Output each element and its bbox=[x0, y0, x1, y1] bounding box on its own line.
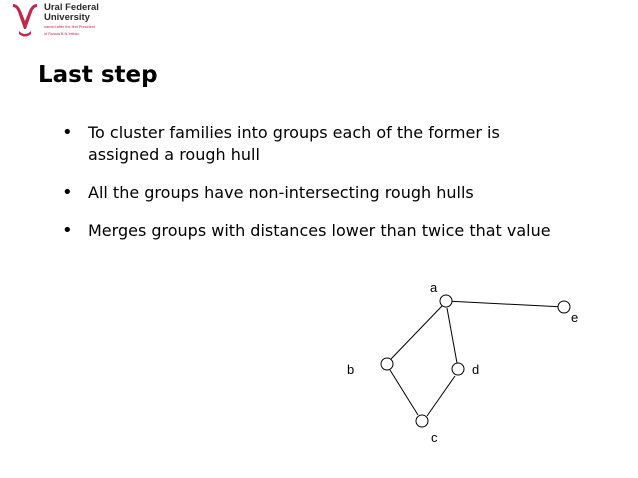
edge-a-b bbox=[391, 306, 442, 359]
logo-subtitle-line2: of Russia B.N.Yeltsin bbox=[44, 31, 80, 36]
node-label-e: e bbox=[571, 310, 579, 325]
graph-node-d bbox=[452, 363, 464, 375]
node-label-d: d bbox=[472, 362, 480, 377]
graph-node-e bbox=[558, 301, 570, 313]
logo-subtitle-line1: named after the first President bbox=[44, 25, 95, 29]
graph-node-b bbox=[381, 358, 393, 370]
bullet-list bbox=[62, 122, 562, 258]
edge-b-c bbox=[390, 370, 418, 415]
node-label-c: c bbox=[431, 430, 438, 445]
bullet-item: • All the groups have non-intersecting rough hulls bbox=[62, 182, 562, 204]
logo-text bbox=[44, 3, 124, 36]
node-label-a: a bbox=[430, 280, 438, 295]
slide-title: Last step bbox=[38, 62, 158, 88]
edge-a-e bbox=[446, 301, 564, 307]
graph-diagram bbox=[330, 270, 610, 455]
logo-name-line1: Ural Federal bbox=[44, 2, 99, 13]
university-logo bbox=[10, 2, 120, 38]
node-label-b: b bbox=[347, 362, 355, 377]
graph-node-a bbox=[440, 295, 452, 307]
edge-a-d bbox=[447, 308, 457, 363]
bullet-item: • To cluster families into groups each of the former is assigned a rough hull bbox=[62, 122, 562, 166]
logo-mark-icon bbox=[10, 2, 40, 38]
edge-d-c bbox=[427, 376, 455, 416]
logo-name-line2: University bbox=[44, 12, 90, 23]
graph-node-c bbox=[416, 415, 428, 427]
bullet-item: • Merges groups with distances lower than twice that value bbox=[62, 220, 562, 242]
